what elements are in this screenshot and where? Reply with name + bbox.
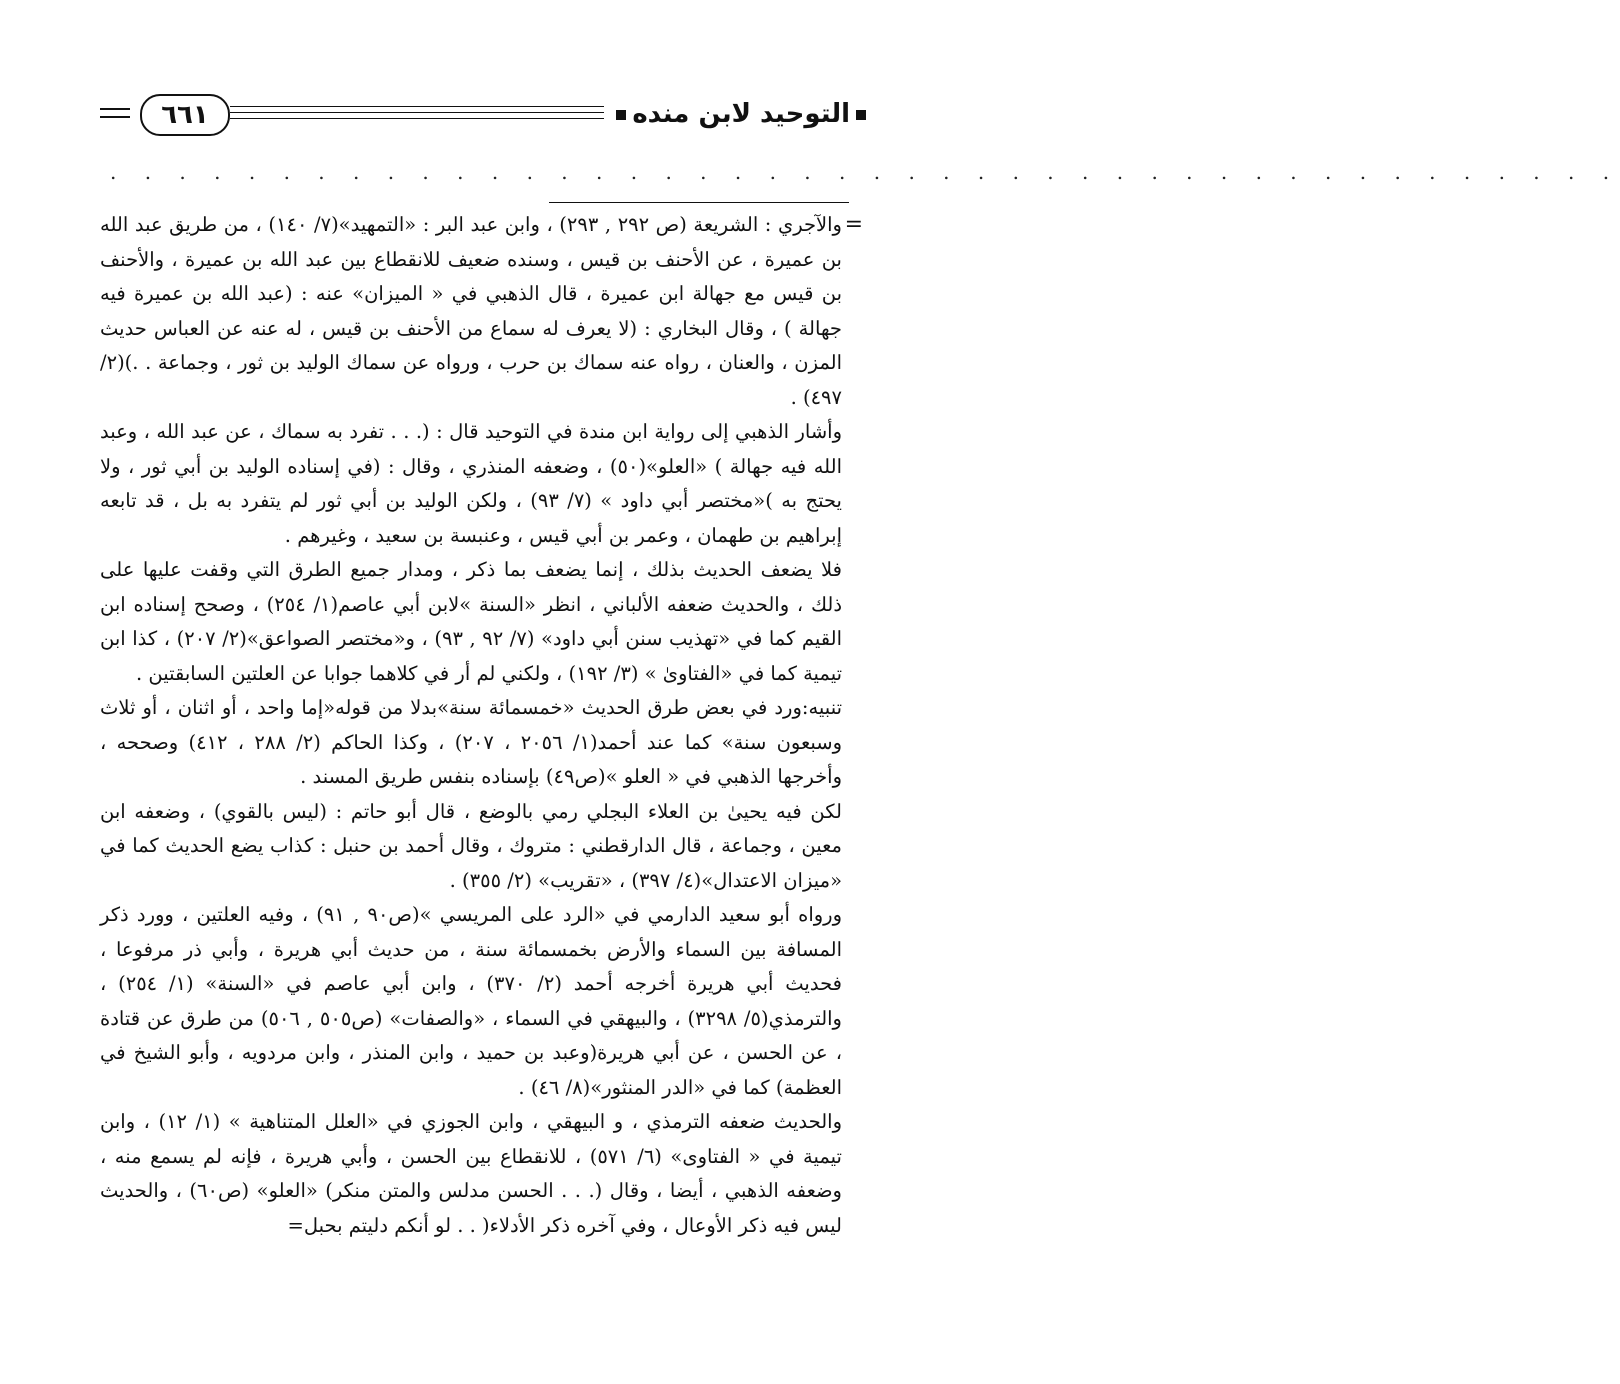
book-title-text: التوحيد لابن منده <box>632 99 850 129</box>
header-rule-middle-2 <box>230 112 630 113</box>
footnote-paragraph-6: ورواه أبو سعيد الدارمي في «الرد على المريسي »(ص٩٠ , ٩١) ، وفيه العلتين ، وورد ذكر المسافة بين السماء والأرض بخمسمائة سنة ، من حديث أبي هريرة ، وأبي ذر مرفوعا ، فحديث أبي هريرة أخرجه أحمد (٢/ ٣٧٠) ، وابن أبي عاصم في «السنة» (١/ ٢٥٤) ، والترمذي(٥/ ٣٢٩٨) ، والبيهقي في السماء ، «والصفات» (ص٥٠٥ , ٥٠٦) من طرق عن قتادة ، عن الحسن ، عن أبي هريرة(وعبد بن حميد ، وابن المنذر ، وابن مردويه ، وأبو الشيخ في العظمة) كما في «الدر المنثور»(٨/ ٤٦) . <box>100 903 842 1099</box>
separator-dots: . . . . . . . . . . . . . . . . . . . . . . . . . . . . . . . . . . . . . . . . . . . . <box>110 160 1620 184</box>
square-bullet-icon <box>616 110 626 120</box>
footnote-rule <box>549 202 849 203</box>
square-bullet-icon <box>856 110 866 120</box>
continuation-mark: = <box>844 212 863 237</box>
header-rule-left-bottom <box>100 116 130 118</box>
page-number: ٦٦١ <box>140 94 230 136</box>
footnote-paragraph-5: لكن فيه يحيىٰ بن العلاء البجلي رمي بالوضع ، قال أبو حاتم : (ليس بالقوي) ، وضعفه ابن معين ، وجماعة ، قال الدارقطني : متروك ، وقال أحمد بن حنبل : كذاب يضع الحديث كما في «ميزان الاعتدال»(٤/ ٣٩٧) ، «تقريب» (٢/ ٣٥٥) . <box>100 799 842 892</box>
footnote-text <box>100 208 842 1243</box>
footnote-paragraph-2: وأشار الذهبي إلى رواية ابن مندة في التوحيد قال : (. . . تفرد به سماك ، عن عبد الله ، وعبد الله فيه جهالة ) «العلو»(٥٠) ، وضعفه المنذري ، وقال : (في إسناده الوليد بن أبي ثور ، ولا يحتج به )«مختصر أبي داود » (٧/ ٩٣) ، ولكن الوليد بن أبي ثور لم يتفرد به بل ، قد تابعه إبراهيم بن طهمان ، وعمر بن أبي قيس ، وعنبسة بن سعيد ، وغيرهم . <box>100 420 842 547</box>
page-header <box>100 92 878 140</box>
footnote-paragraph-4: تنبيه:ورد في بعض طرق الحديث «خمسمائة سنة»بدلا من قوله«إما واحد ، أو اثنان ، أو ثلاث وسبعون سنة» كما عند أحمد(١/ ٢٠٥٦ ، ٢٠٧) ، وكذا الحاكم (٢/ ٢٨٨ ، ٤١٢) وصححه ، وأخرجها الذهبي في « العلو »(ص٤٩) بإسناده بنفس طريق المسند . <box>100 696 843 788</box>
footnote-paragraph-7: والحديث ضعفه الترمذي ، و البيهقي ، وابن الجوزي في «العلل المتناهية » (١/ ١٢) ، وابن تيمية في « الفتاوى» (٦/ ٥٧١) ، للانقطاع بين الحسن ، وأبي هريرة ، فإنه لم يسمع منه ، وضعفه الذهبي ، أيضا ، وقال (. . . الحسن مدلس والمتن منكر) «العلو» (ص٦٠) ، والحديث ليس فيه ذكر الأوعال ، وفي آخره ذكر الأدلاء( . . لو أنكم دليتم بحبل= <box>100 1110 842 1237</box>
footnote-paragraph-1: والآجري : الشريعة (ص ٢٩٢ , ٢٩٣) ، وابن عبد البر : «التمهيد»(٧/ ١٤٠) ، من طريق عبد الله بن عميرة ، عن الأحنف بن قيس ، وسنده ضعيف للانقطاع بين عبد الله بن عميرة ، والأحنف بن قيس مع جهالة ابن عميرة ، قال الذهبي في « الميزان» عنه : (عبد الله بن عميرة فيه جهالة ) ، وقال البخاري : (لا يعرف له سماع من الأحنف بن قيس ، له عنه عن العباس حديث المزن ، والعنان ، رواه عنه سماك بن حرب ، ورواه عن سماك الوليد بن ثور ، وجماعة . .)(٢/ ٤٩٧) . <box>100 213 842 409</box>
header-rule-left-top <box>100 108 130 110</box>
book-title <box>604 96 878 132</box>
header-rule-middle-1 <box>230 106 630 107</box>
footnote-paragraph-3: فلا يضعف الحديث بذلك ، إنما يضعف بما ذكر ، ومدار جميع الطرق التي وقفت عليها على ذلك ، والحديث ضعفه الألباني ، انظر «السنة »لابن أبي عاصم(١/ ٢٥٤) ، وصحح إسناده ابن القيم كما في «تهذيب سنن أبي داود» (٧/ ٩٢ , ٩٣) ، و«مختصر الصواعق»(٢/ ٢٠٧) ، كذا ابن تيمية كما في «الفتاوىٰ » (٣/ ١٩٢) ، ولكني لم أر في كلاهما جوابا عن العلتين السابقتين . <box>100 558 842 685</box>
header-rule-middle-3 <box>230 118 630 119</box>
